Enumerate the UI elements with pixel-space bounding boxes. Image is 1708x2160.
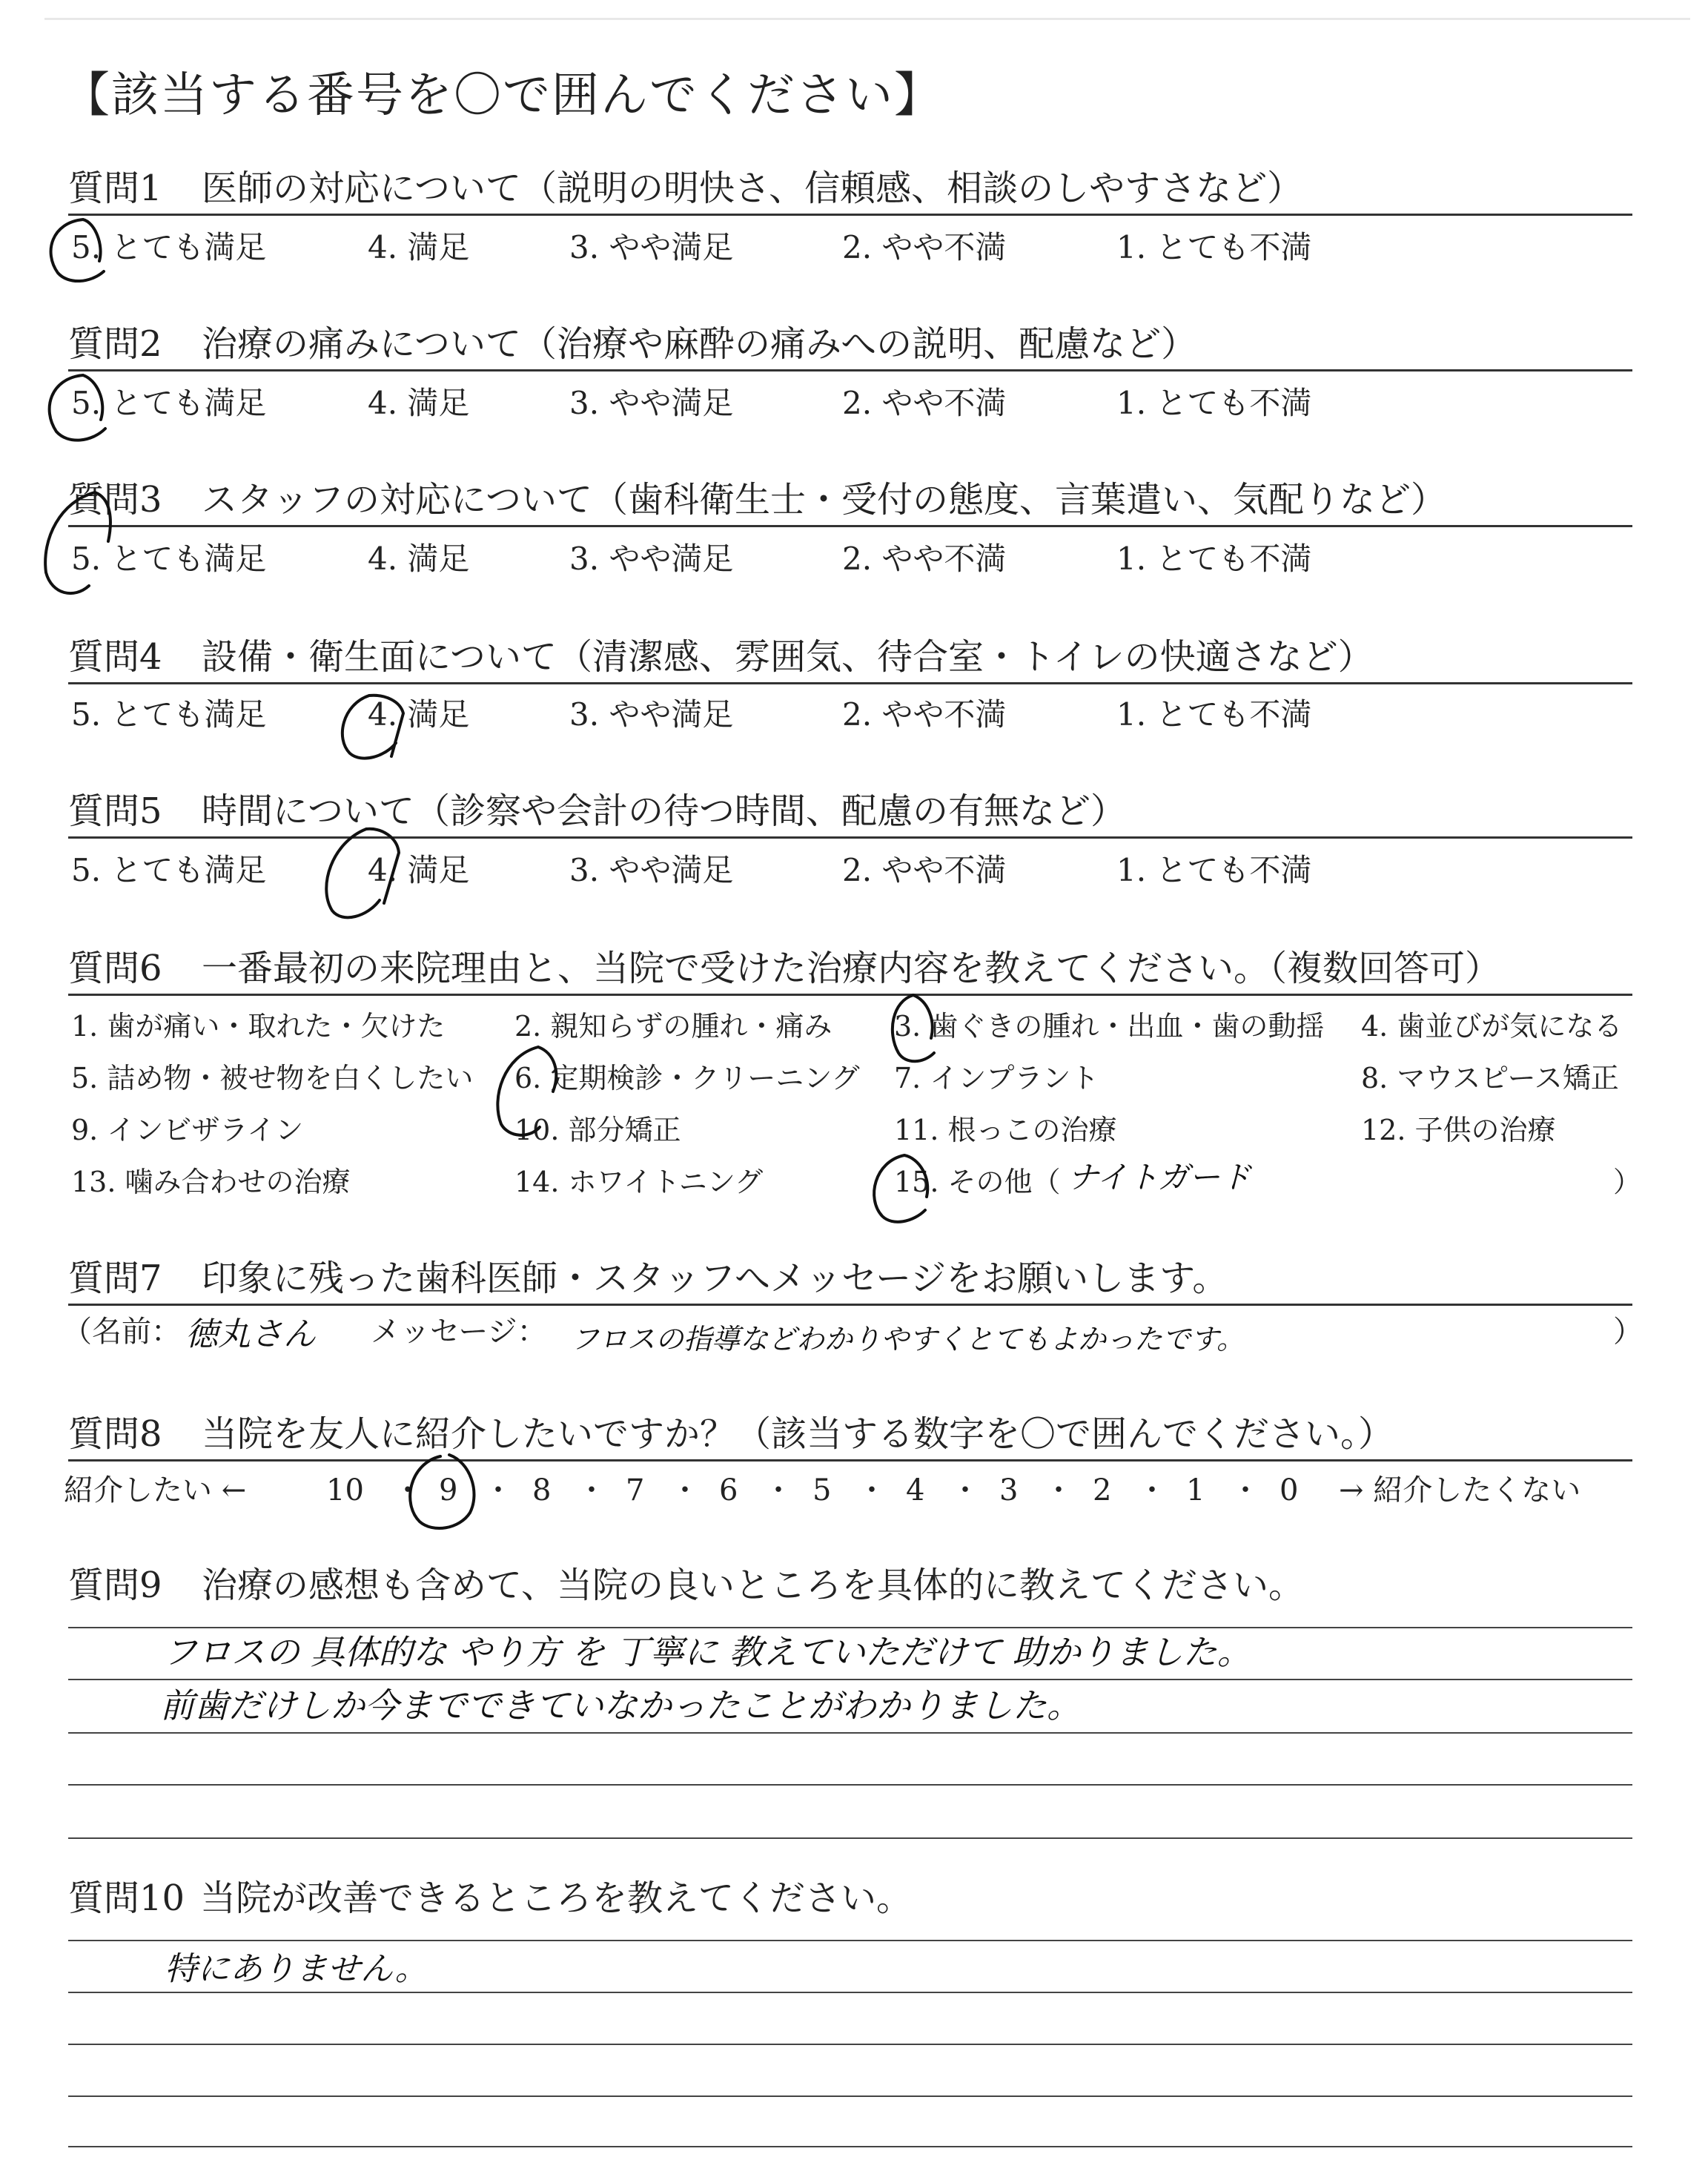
scale-dot: ・ [1231,1473,1260,1507]
q5-option-3[interactable]: 3. やや満足 [569,852,734,888]
answer-line [68,2044,1632,2045]
q8-scale-1[interactable]: 1 [1186,1473,1205,1507]
q8-scale-9[interactable]: 9 [439,1473,458,1507]
scale-dot: ・ [670,1473,700,1507]
q6-option-3[interactable]: 3. 歯ぐきの腫れ・出血・歯の動揺 [894,1010,1325,1043]
question-2 [68,322,1632,371]
q6-option-12[interactable]: 12. 子供の治療 [1361,1114,1556,1146]
q8-scale-6[interactable]: 6 [719,1473,738,1507]
q8-scale-2[interactable]: 2 [1093,1473,1112,1507]
scale-dot: ・ [1044,1473,1073,1507]
q8-scale-4[interactable]: 4 [906,1473,925,1507]
q7-name-label: （名前： [62,1315,181,1349]
answer-line [68,1679,1632,1680]
answer-line [68,1627,1632,1628]
question-10 [68,1876,1632,1923]
q9-answer-line-1[interactable]: フロスの 具体的な やり方 を 丁寧に 教えていただけて 助かりました。 [163,1632,1251,1672]
question-text: スタッフの対応について（歯科衛生士・受付の態度、言葉遣い、気配りなど） [202,479,1447,521]
q6-option-1[interactable]: 1. 歯が痛い・取れた・欠けた [71,1010,446,1043]
q8-scale-0[interactable]: 0 [1280,1473,1299,1507]
q3-option-2[interactable]: 2. やや不満 [842,541,1007,577]
question-6 [68,946,1632,996]
q6-option-8[interactable]: 8. マウスピース矯正 [1361,1062,1619,1094]
q1-option-2[interactable]: 2. やや不満 [842,229,1007,265]
question-number: 質問3 [68,479,162,521]
q8-right-label: → 紹介したくない [1339,1473,1581,1507]
q4-option-2[interactable]: 2. やや不満 [842,696,1007,733]
answer-line [68,1940,1632,1941]
question-text: 印象に残った歯科医師・スタッフへメッセージをお願いします。 [202,1258,1228,1299]
q8-scale-7[interactable]: 7 [626,1473,645,1507]
q6-other-close: ） [1613,1166,1642,1198]
question-text: 医師の対応について（説明の明快さ、信頼感、相談のしやすさなど） [202,168,1303,209]
scale-dot: ・ [483,1473,513,1507]
question-number: 質問4 [68,636,162,678]
q6-option-6[interactable]: 6. 定期検診・クリーニング [514,1062,860,1094]
question-number: 質問1 [68,168,162,209]
question-number: 質問8 [68,1413,162,1455]
q6-option-14[interactable]: 14. ホワイトニング [514,1166,764,1198]
scale-dot: ・ [857,1473,887,1507]
question-4 [68,635,1632,684]
q2-option-3[interactable]: 3. やや満足 [569,385,734,421]
question-9 [68,1563,1632,1611]
answer-line [68,1837,1632,1839]
q4-option-4[interactable]: 4. 満足 [368,696,470,733]
q6-other-answer[interactable]: ナイトガード [1068,1159,1251,1195]
q1-option-1[interactable]: 1. とても不満 [1116,229,1312,265]
q6-option-11[interactable]: 11. 根っこの治療 [894,1114,1117,1146]
q1-option-4[interactable]: 4. 満足 [368,229,470,265]
answer-line [68,2095,1632,2097]
question-number: 質問10 [68,1877,185,1919]
question-1 [68,166,1632,216]
q8-scale-3[interactable]: 3 [999,1473,1019,1507]
q3-option-1[interactable]: 1. とても不満 [1116,541,1312,577]
answer-line [68,1992,1632,1993]
q8-scale-8[interactable]: 8 [532,1473,552,1507]
question-7 [68,1256,1632,1306]
question-3 [68,478,1632,527]
q2-option-4[interactable]: 4. 満足 [368,385,470,421]
q4-option-5[interactable]: 5. とても満足 [71,696,267,733]
q6-option-13[interactable]: 13. 噛み合わせの治療 [71,1166,351,1198]
q1-option-5[interactable]: 5. とても満足 [71,229,267,265]
question-number: 質問5 [68,790,162,832]
answer-line [68,2146,1632,2147]
question-number: 質問7 [68,1258,162,1299]
q5-option-1[interactable]: 1. とても不満 [1116,852,1312,888]
question-text: 当院が改善できるところを教えてください。 [200,1877,913,1919]
q3-option-4[interactable]: 4. 満足 [368,541,470,577]
q6-option-15[interactable]: 15. その他（ [894,1166,1061,1198]
q6-option-7[interactable]: 7. インプラント [894,1062,1099,1094]
page-title: 【該当する番号を〇で囲んでください】 [62,68,943,123]
q10-answer-line-1[interactable]: 特にありません。 [165,1950,428,1988]
q5-option-5[interactable]: 5. とても満足 [71,852,267,888]
q6-option-5[interactable]: 5. 詰め物・被せ物を白くしたい [71,1062,474,1094]
scale-dot: ・ [1137,1473,1167,1507]
q6-option-4[interactable]: 4. 歯並びが気になる [1361,1010,1623,1043]
question-number: 質問9 [68,1565,162,1606]
q3-option-3[interactable]: 3. やや満足 [569,541,734,577]
top-edge-line [44,18,1690,20]
scale-dot: ・ [393,1473,423,1507]
q2-option-2[interactable]: 2. やや不満 [842,385,1007,421]
answer-line [68,1784,1632,1786]
question-text: 治療の感想も含めて、当院の良いところを具体的に教えてください。 [202,1565,1305,1606]
question-text: 当院を友人に紹介したいですか？（該当する数字を〇で囲んでください。） [202,1413,1394,1455]
q7-close: ） [1613,1315,1643,1349]
scale-dot: ・ [764,1473,793,1507]
scale-dot: ・ [950,1473,980,1507]
q7-message-label: メッセージ： [371,1315,547,1349]
question-text: 治療の痛みについて（治療や麻酔の痛みへの説明、配慮など） [202,323,1197,365]
q8-left-label: 紹介したい ← [64,1473,247,1507]
answer-line [68,1732,1632,1734]
q3-option-5[interactable]: 5. とても満足 [71,541,267,577]
q6-option-2[interactable]: 2. 親知らずの腫れ・痛み [514,1010,833,1043]
q2-option-1[interactable]: 1. とても不満 [1116,385,1312,421]
question-number: 質問2 [68,323,162,365]
q2-option-5[interactable]: 5. とても満足 [71,385,267,421]
q4-option-3[interactable]: 3. やや満足 [569,696,734,733]
q5-option-2[interactable]: 2. やや不満 [842,852,1007,888]
question-text: 時間について（診察や会計の待つ時間、配慮の有無など） [202,790,1127,832]
q6-option-9[interactable]: 9. インビザライン [71,1114,304,1146]
question-5 [68,789,1632,839]
q7-message-field[interactable]: フロスの指導などわかりやすくとてもよかったです。 [571,1323,1245,1355]
question-text: 一番最初の来院理由と、当院で受けた治療内容を教えてください。（複数回答可） [202,948,1501,989]
question-8 [68,1412,1632,1462]
q1-option-3[interactable]: 3. やや満足 [569,229,734,265]
q4-option-1[interactable]: 1. とても不満 [1116,696,1312,733]
q7-name-field[interactable]: 徳丸さん [185,1315,316,1353]
question-text: 設備・衛生面について（清潔感、雰囲気、待合室・トイレの快適さなど） [202,636,1374,678]
scale-dot: ・ [577,1473,606,1507]
q6-option-10[interactable]: 10. 部分矯正 [514,1114,681,1146]
q5-option-4[interactable]: 4. 満足 [368,852,470,888]
q8-scale-10[interactable]: 10 [326,1473,364,1507]
q9-answer-line-2[interactable]: 前歯だけしか今までできていなかったことがわかりました。 [160,1685,1081,1725]
q8-scale-5[interactable]: 5 [812,1473,832,1507]
question-number: 質問6 [68,948,162,989]
